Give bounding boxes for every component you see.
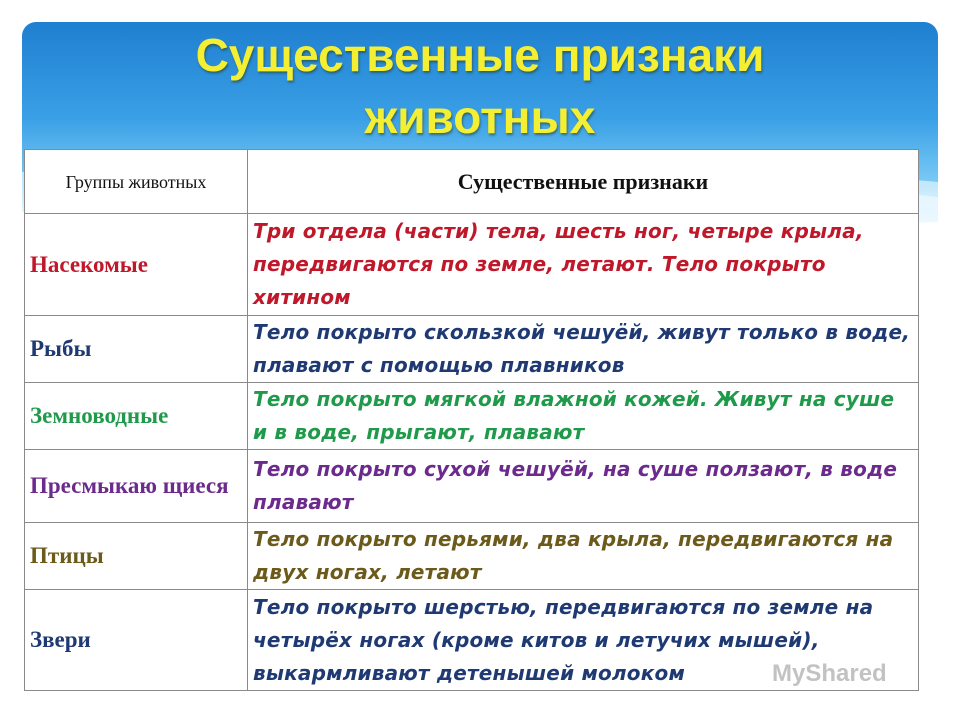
header-essential-traits: Существенные признаки	[248, 150, 919, 214]
group-desc-birds: Тело покрыто перьями, два крыла, передвигаются на двух ногах, летают	[248, 523, 919, 590]
group-name-reptiles: Пресмыкаю щиеся	[25, 450, 248, 523]
table-row	[25, 383, 919, 450]
group-name-amphibians: Земноводные	[25, 383, 248, 450]
table-row	[25, 450, 919, 523]
group-name-insects: Насекомые	[25, 214, 248, 316]
table-row	[25, 214, 919, 316]
group-name-fish: Рыбы	[25, 316, 248, 383]
animal-traits-table	[24, 149, 919, 691]
table-row	[25, 523, 919, 590]
title-line-2: животных	[364, 91, 596, 143]
group-desc-mammals: Тело покрыто шерстью, передвигаются по земле на четырёх ногах (кроме китов и летучих мышей), выкармливают детенышей молоком	[248, 590, 919, 691]
group-desc-reptiles: Тело покрыто сухой чешуёй, на суше ползают, в воде плавают	[248, 450, 919, 523]
title-line-1: Существенные признаки	[195, 29, 765, 81]
table-header-row	[25, 150, 919, 214]
group-desc-insects: Три отдела (части) тела, шесть ног, четыре крыла, передвигаются по земле, летают. Тело покрыто хитином	[248, 214, 919, 316]
group-name-mammals: Звери	[25, 590, 248, 691]
group-desc-amphibians: Тело покрыто мягкой влажной кожей. Живут на суше и в воде, прыгают, плавают	[248, 383, 919, 450]
table-row	[25, 316, 919, 383]
watermark: MyShared	[772, 660, 887, 687]
header-animal-groups: Группы животных	[25, 150, 248, 214]
group-name-birds: Птицы	[25, 523, 248, 590]
group-desc-fish: Тело покрыто скользкой чешуёй, живут только в воде, плавают с помощью плавников	[248, 316, 919, 383]
slide-title	[22, 24, 938, 148]
